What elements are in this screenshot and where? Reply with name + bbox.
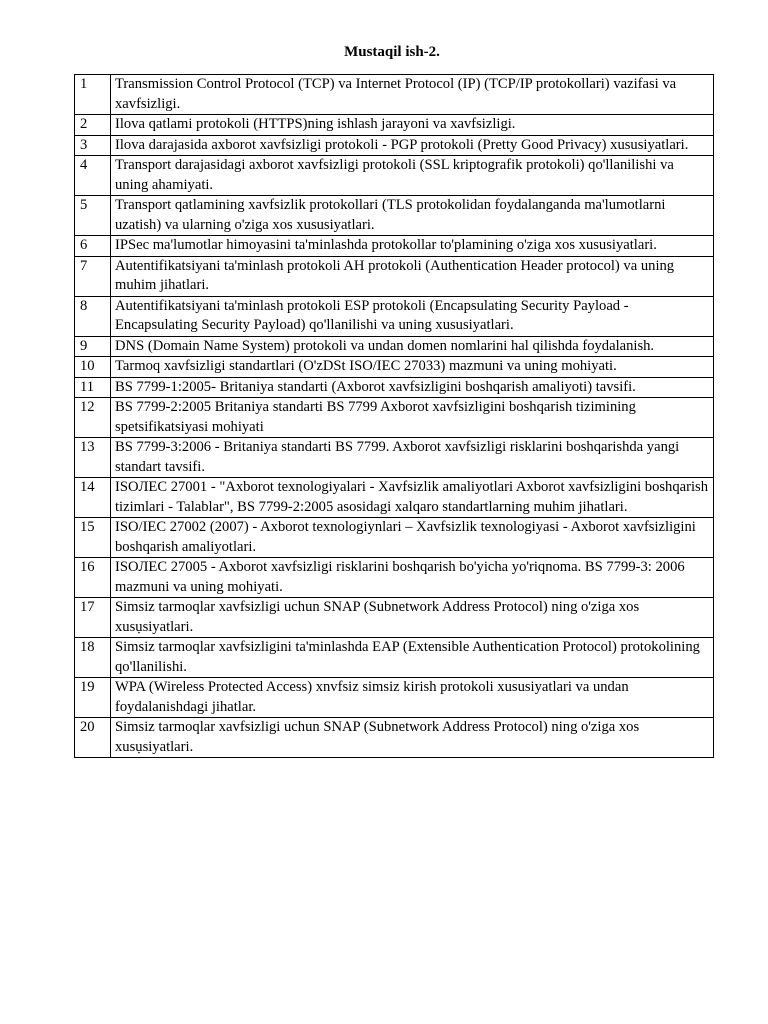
table-row xyxy=(75,438,714,478)
table-row xyxy=(75,398,714,438)
table-row xyxy=(75,478,714,518)
row-topic: BS 7799-1:2005- Britaniya standarti (Axborot xavfsizligini boshqarish amaliyoti) tavsifi. xyxy=(111,377,714,398)
row-number: 6 xyxy=(75,236,111,257)
row-topic: ISOЛEC 27005 - Axborot xavfsizligi risklarini boshqarish bo'yicha yo'riqnoma. BS 7799-3: 2006 mazmuni va uning mohiyati. xyxy=(111,558,714,598)
row-number: 2 xyxy=(75,115,111,136)
row-number: 4 xyxy=(75,156,111,196)
row-topic: Simsiz tarmoqlar xavfsizligi uchun SNAP (Subnetwork Address Protocol) ning o'ziga xos xusụsiyatlari. xyxy=(111,718,714,758)
row-number: 20 xyxy=(75,718,111,758)
table-row xyxy=(75,598,714,638)
row-topic: BS 7799-3:2006 - Britaniya standarti BS 7799. Axborot xavfsizligi risklarini boshqarishda yangi standart tavsifi. xyxy=(111,438,714,478)
row-number: 9 xyxy=(75,336,111,357)
row-topic: Tarmoq xavfsizligi standartlari (O'zDSt ISO/IEC 27033) mazmuni va uning mohiyati. xyxy=(111,357,714,378)
row-topic: Simsiz tarmoqlar xavfsizligi uchun SNAP (Subnetwork Address Protocol) ning o'ziga xos xusụsiyatlari. xyxy=(111,598,714,638)
row-topic: Ilova qatlami protokoli (HTTPS)ning ishlash jarayoni va xavfsizligi. xyxy=(111,115,714,136)
table-row xyxy=(75,196,714,236)
row-topic: Autentifikatsiyani ta'minlash protokoli AH protokoli (Authentication Header protocol) va uning muhim jihatlari. xyxy=(111,256,714,296)
row-number: 15 xyxy=(75,518,111,558)
row-topic: Simsiz tarmoqlar xavfsizligini ta'minlashda EAP (Extensible Authentication Protocol) protokolining qo'llanilishi. xyxy=(111,638,714,678)
table-row xyxy=(75,256,714,296)
row-number: 12 xyxy=(75,398,111,438)
row-number: 7 xyxy=(75,256,111,296)
table-row xyxy=(75,156,714,196)
table-row xyxy=(75,377,714,398)
row-number: 19 xyxy=(75,678,111,718)
topics-table-body xyxy=(75,75,714,758)
table-row xyxy=(75,236,714,257)
table-row xyxy=(75,678,714,718)
table-row xyxy=(75,135,714,156)
table-row xyxy=(75,357,714,378)
row-topic: IPSec ma'lumotlar himoyasini ta'minlashda protokollar to'plamining o'ziga xos xususiyatlari. xyxy=(111,236,714,257)
table-row xyxy=(75,638,714,678)
topics-table xyxy=(74,74,714,758)
row-topic: ISOЛEC 27001 - "Axborot texnologiyalari - Xavfsizlik amaliyotlari Axborot xavfsizligini boshqarish tizimlari - Talablar", BS 7799-2:2005 asosidagi xalqaro standartlarning muhim jihatlari. xyxy=(111,478,714,518)
table-row xyxy=(75,518,714,558)
row-topic: Transport qatlamining xavfsizlik protokollari (TLS protokolidan foydalanganda ma'lumotlarni uzatish) va ularning o'ziga xos xususiyatlari. xyxy=(111,196,714,236)
row-number: 18 xyxy=(75,638,111,678)
row-topic: Ilova darajasida axborot xavfsizligi protokoli - PGP protokoli (Pretty Good Privacy) xususiyatlari. xyxy=(111,135,714,156)
row-number: 13 xyxy=(75,438,111,478)
row-topic: BS 7799-2:2005 Britaniya standarti BS 7799 Axborot xavfsizligini boshqarish tizimining spetsifikatsiyasi mohiyati xyxy=(111,398,714,438)
table-row xyxy=(75,296,714,336)
row-number: 16 xyxy=(75,558,111,598)
row-number: 8 xyxy=(75,296,111,336)
row-number: 5 xyxy=(75,196,111,236)
table-row xyxy=(75,558,714,598)
row-topic: Autentifikatsiyani ta'minlash protokoli ESP protokoli (Encapsulating Security Payload - Encapsulating Security Payload) qo'llanilishi va uning xususiyatlari. xyxy=(111,296,714,336)
row-topic: ISO/IEC 27002 (2007) - Axborot texnologiynlari – Xavfsizlik texnologiyasi - Axborot xavfsizligini boshqarish amaliyotlari. xyxy=(111,518,714,558)
row-number: 1 xyxy=(75,75,111,115)
row-topic: Transmission Control Protocol (TCP) va Internet Protocol (IP) (TCP/IP protokollari) vazifasi va xavfsizligi. xyxy=(111,75,714,115)
table-row xyxy=(75,115,714,136)
row-number: 3 xyxy=(75,135,111,156)
table-row xyxy=(75,336,714,357)
table-row xyxy=(75,718,714,758)
row-topic: DNS (Domain Name System) protokoli va undan domen nomlarini hal qilishda foydalanish. xyxy=(111,336,714,357)
table-row xyxy=(75,75,714,115)
row-number: 11 xyxy=(75,377,111,398)
row-number: 14 xyxy=(75,478,111,518)
page-title: Mustaqil ish-2. xyxy=(344,44,440,60)
row-number: 10 xyxy=(75,357,111,378)
row-topic: WPA (Wireless Protected Access) xnvfsiz simsiz kirish protokoli xususiyatlari va undan foydalanishdagi jihatlar. xyxy=(111,678,714,718)
row-topic: Transport darajasidagi axborot xavfsizligi protokoli (SSL kriptografik protokoli) qo'llanilishi va uning ahamiyati. xyxy=(111,156,714,196)
row-number: 17 xyxy=(75,598,111,638)
